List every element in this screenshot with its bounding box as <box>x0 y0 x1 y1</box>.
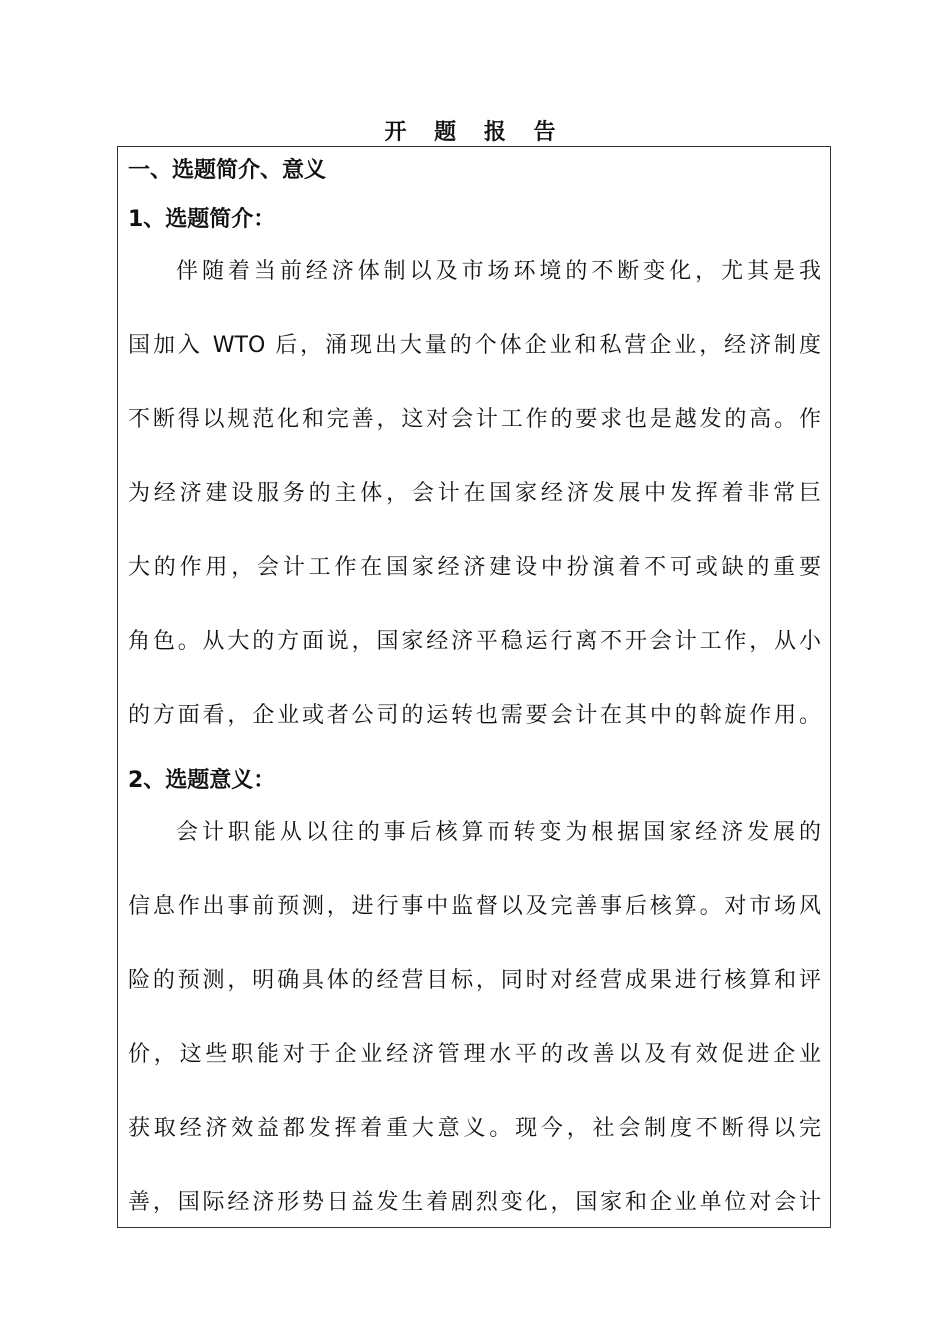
meaning-paragraph-line: 信息作出事前预测，进行事中监督以及完善事后核算。对市场风 <box>128 894 821 919</box>
document-title: 开 题 报 告 <box>384 120 566 145</box>
intro-paragraph-line: 伴随着当前经济体制以及市场环境的不断变化，尤其是我 <box>176 259 821 284</box>
intro-paragraph-line: 大的作用，会计工作在国家经济建设中扮演着不可或缺的重要 <box>128 555 821 580</box>
meaning-paragraph-line: 会计职能从以往的事后核算而转变为根据国家经济发展的 <box>176 820 821 845</box>
intro-heading: 1、选题简介： <box>128 207 276 232</box>
meaning-paragraph-line: 险的预测，明确具体的经营目标，同时对经营成果进行核算和评 <box>128 968 821 993</box>
intro-paragraph-line: 为经济建设服务的主体，会计在国家经济发展中发挥着非常巨 <box>128 481 821 506</box>
intro-paragraph-line: 不断得以规范化和完善，这对会计工作的要求也是越发的高。作 <box>128 407 821 432</box>
meaning-heading: 2、选题意义： <box>128 768 276 793</box>
meaning-paragraph-line: 获取经济效益都发挥着重大意义。现今，社会制度不断得以完 <box>128 1116 821 1141</box>
intro-paragraph-line: 角色。从大的方面说，国家经济平稳运行离不开会计工作，从小 <box>128 629 821 654</box>
meaning-paragraph-line: 价，这些职能对于企业经济管理水平的改善以及有效促进企业 <box>128 1042 821 1067</box>
meaning-paragraph-line: 善，国际经济形势日益发生着剧烈变化，国家和企业单位对会计 <box>128 1190 821 1215</box>
section-heading: 一、选题简介、意义 <box>128 158 327 183</box>
intro-paragraph-line: 的方面看，企业或者公司的运转也需要会计在其中的斡旋作用。 <box>128 703 821 728</box>
intro-paragraph-line: 国加入 WTO 后，涌现出大量的个体企业和私营企业，经济制度 <box>128 333 821 358</box>
